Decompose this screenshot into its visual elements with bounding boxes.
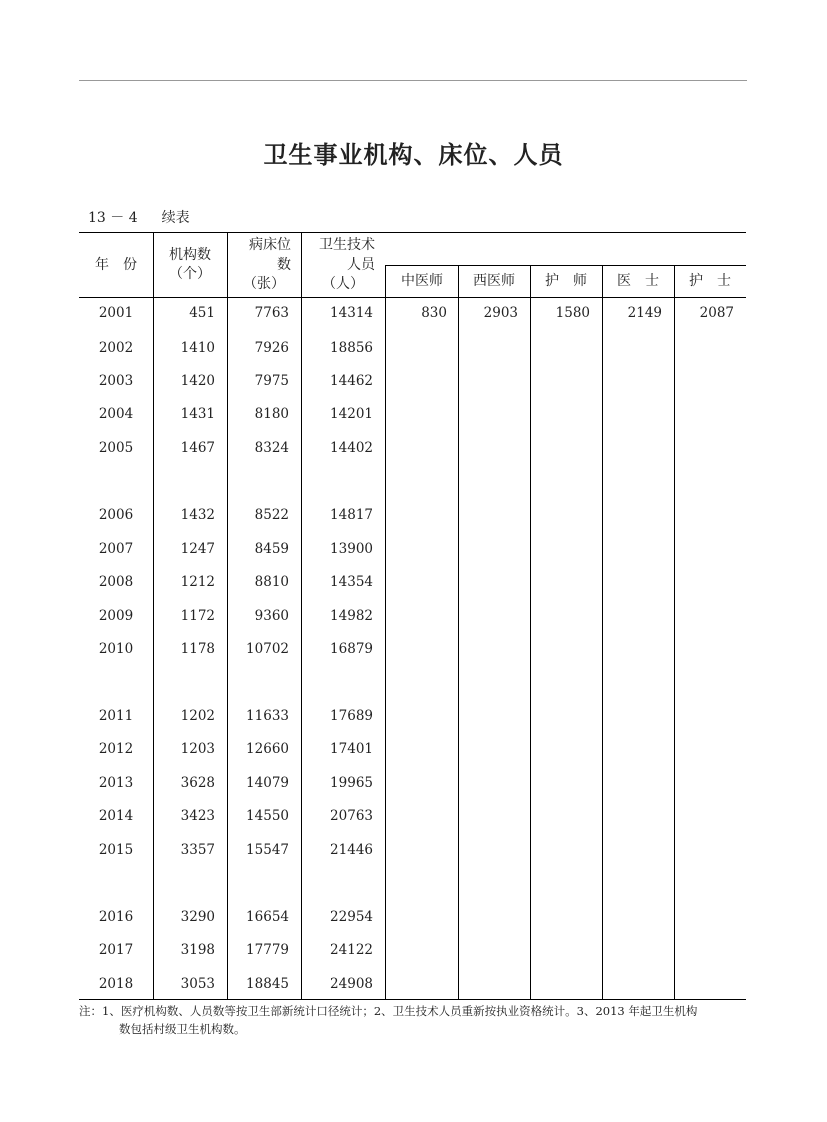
header-staff-line3: （人） bbox=[322, 276, 364, 292]
staff-cell: 14982 bbox=[330, 608, 373, 624]
year-cell: 2001 bbox=[98, 305, 134, 321]
institutions-cell: 1172 bbox=[180, 608, 215, 624]
page-title: 卫生事业机构、床位、人员 bbox=[263, 140, 564, 169]
beds-cell: 11633 bbox=[246, 708, 289, 724]
staff-cell: 17401 bbox=[330, 741, 373, 757]
institutions-cell: 1178 bbox=[180, 641, 215, 657]
year-cell: 2014 bbox=[98, 808, 134, 824]
col-divider bbox=[458, 265, 459, 999]
staff-cell: 14201 bbox=[330, 406, 373, 422]
year-cell: 2011 bbox=[98, 708, 134, 724]
continued-label: 续表 bbox=[161, 210, 190, 226]
beds-cell: 8459 bbox=[254, 541, 289, 557]
header-staff-line1: 卫生技术 bbox=[319, 237, 375, 253]
col-divider bbox=[227, 232, 228, 999]
institutions-cell: 1431 bbox=[180, 406, 215, 422]
institutions-cell: 1212 bbox=[180, 574, 215, 590]
staff-cell: 20763 bbox=[330, 808, 373, 824]
staff-cell: 19965 bbox=[330, 775, 373, 791]
staff-cell: 14462 bbox=[330, 373, 373, 389]
beds-cell: 14550 bbox=[246, 808, 289, 824]
institutions-cell: 1203 bbox=[180, 741, 215, 757]
year-cell: 2009 bbox=[98, 608, 134, 624]
beds-cell: 10702 bbox=[246, 641, 289, 657]
col-divider bbox=[153, 232, 154, 999]
year-cell: 2004 bbox=[98, 406, 134, 422]
staff-cell: 22954 bbox=[330, 909, 373, 925]
header-beds-line1: 病床位 bbox=[249, 237, 291, 253]
western-doctor-cell: 2903 bbox=[483, 305, 518, 321]
beds-cell: 12660 bbox=[246, 741, 289, 757]
institutions-cell: 1420 bbox=[180, 373, 215, 389]
beds-cell: 9360 bbox=[254, 608, 289, 624]
top-rule bbox=[79, 80, 747, 81]
institutions-cell: 3628 bbox=[180, 775, 215, 791]
staff-cell: 14402 bbox=[330, 440, 373, 456]
staff-cell: 24908 bbox=[330, 976, 373, 992]
header-assistant-doctor: 医 士 bbox=[617, 273, 659, 289]
staff-cell: 18856 bbox=[330, 340, 373, 356]
beds-cell: 8324 bbox=[254, 440, 289, 456]
institutions-cell: 3290 bbox=[180, 909, 215, 925]
senior-nurse-cell: 1580 bbox=[555, 305, 590, 321]
year-cell: 2006 bbox=[98, 507, 134, 523]
year-cell: 2016 bbox=[98, 909, 134, 925]
header-beds-line2: 数 bbox=[277, 257, 291, 273]
year-cell: 2012 bbox=[98, 741, 134, 757]
institutions-cell: 1432 bbox=[180, 507, 215, 523]
beds-cell: 8810 bbox=[254, 574, 289, 590]
beds-cell: 7926 bbox=[254, 340, 289, 356]
staff-cell: 14817 bbox=[330, 507, 373, 523]
year-cell: 2015 bbox=[98, 842, 134, 858]
beds-cell: 16654 bbox=[246, 909, 289, 925]
institutions-cell: 1202 bbox=[180, 708, 215, 724]
beds-cell: 7975 bbox=[254, 373, 289, 389]
header-staff-line2: 人员 bbox=[347, 257, 375, 273]
nurse-cell: 2087 bbox=[699, 305, 734, 321]
header-beds-line3: （张） bbox=[243, 276, 285, 292]
year-cell: 2002 bbox=[98, 340, 134, 356]
institutions-cell: 3198 bbox=[180, 942, 215, 958]
header-institutions-line1: 机构数 bbox=[169, 247, 211, 263]
year-cell: 2010 bbox=[98, 641, 134, 657]
institutions-cell: 451 bbox=[189, 305, 215, 321]
beds-cell: 8180 bbox=[254, 406, 289, 422]
staff-cell: 13900 bbox=[330, 541, 373, 557]
assistant-doctor-cell: 2149 bbox=[627, 305, 662, 321]
institutions-cell: 3357 bbox=[180, 842, 215, 858]
year-cell: 2008 bbox=[98, 574, 134, 590]
table-bottom-rule bbox=[79, 999, 746, 1000]
institutions-cell: 1410 bbox=[180, 340, 215, 356]
col-divider bbox=[385, 265, 386, 999]
header-tcm-doctor: 中医师 bbox=[401, 273, 443, 289]
institutions-cell: 1467 bbox=[180, 440, 215, 456]
institutions-cell: 3423 bbox=[180, 808, 215, 824]
col-divider bbox=[301, 232, 302, 999]
staff-cell: 24122 bbox=[330, 942, 373, 958]
staff-cell: 16879 bbox=[330, 641, 373, 657]
year-cell: 2018 bbox=[98, 976, 134, 992]
beds-cell: 8522 bbox=[254, 507, 289, 523]
footnote bbox=[79, 1002, 749, 1038]
subheader-rule bbox=[386, 265, 746, 266]
footnote-line-2: 数包括村级卫生机构数。 bbox=[119, 1022, 246, 1036]
institutions-cell: 3053 bbox=[180, 976, 215, 992]
year-cell: 2007 bbox=[98, 541, 134, 557]
beds-cell: 15547 bbox=[246, 842, 289, 858]
col-divider bbox=[602, 265, 603, 999]
table-label bbox=[88, 207, 190, 227]
header-senior-nurse: 护 师 bbox=[545, 273, 587, 289]
year-cell: 2017 bbox=[98, 942, 134, 958]
header-nurse: 护 士 bbox=[689, 273, 731, 289]
tcm-doctor-cell: 830 bbox=[421, 305, 447, 321]
year-cell: 2005 bbox=[98, 440, 134, 456]
table-top-rule bbox=[79, 232, 746, 233]
beds-cell: 18845 bbox=[246, 976, 289, 992]
table-number: 13 － 4 bbox=[88, 210, 138, 226]
beds-cell: 7763 bbox=[254, 305, 289, 321]
footnote-line-1: 注：1、医疗机构数、人员数等按卫生部新统计口径统计；2、卫生技术人员重新按执业资格统计。3、2013 年起卫生机构 bbox=[79, 1004, 698, 1018]
staff-cell: 14314 bbox=[330, 305, 373, 321]
col-divider bbox=[530, 265, 531, 999]
beds-cell: 14079 bbox=[246, 775, 289, 791]
header-institutions-line2: （个） bbox=[169, 266, 211, 282]
header-bottom-rule bbox=[79, 297, 746, 298]
institutions-cell: 1247 bbox=[180, 541, 215, 557]
year-cell: 2003 bbox=[98, 373, 134, 389]
beds-cell: 17779 bbox=[246, 942, 289, 958]
header-year: 年 份 bbox=[95, 257, 137, 273]
staff-cell: 14354 bbox=[330, 574, 373, 590]
col-divider bbox=[674, 265, 675, 999]
year-cell: 2013 bbox=[98, 775, 134, 791]
staff-cell: 21446 bbox=[330, 842, 373, 858]
staff-cell: 17689 bbox=[330, 708, 373, 724]
header-western-doctor: 西医师 bbox=[473, 273, 515, 289]
